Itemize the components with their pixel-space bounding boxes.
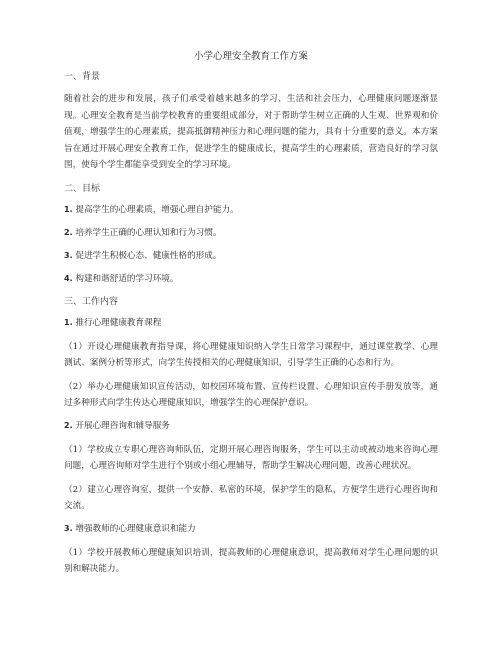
goal-item: 2. 培养学生正确的心理认知和行为习惯。 [64, 227, 222, 238]
goal-item: 1. 提高学生的心理素质，增强心理自护能力。 [64, 204, 239, 215]
document-title: 小学心理安全教育工作方案 [193, 51, 308, 62]
section-heading-work-content: 三、工作内容 [64, 296, 119, 307]
goal-item: 3. 促进学生积极心态、健康性格的形成。 [64, 250, 222, 261]
subsection-paragraph: （2）建立心理咨询室，提供一个安静、私密的环境，保护学生的隐私，方便学生进行心理咨询和交流。 [64, 484, 438, 511]
subsection-title: 1. 推行心理健康教育课程 [64, 317, 162, 328]
section-heading-background: 一、背景 [64, 72, 101, 82]
section-heading-goals: 二、目标 [64, 183, 101, 194]
goal-item: 4. 构建和谐舒适的学习环境。 [64, 273, 179, 284]
subsection-paragraph: （2）举办心理健康知识宣传活动，如校园环境布置、宣传栏设置、心理知识宣传手册发放等，通过多种形式向学生传达心理健康知识，增强学生的心理保护意识。 [64, 381, 438, 408]
subsection-paragraph: （1）开设心理健康教育指导课，将心理健康知识纳入学生日常学习课程中，通过课堂教学、心理测试、案例分析等形式，向学生传授相关的心理健康知识，引导学生正确的心态和行为。 [64, 341, 438, 368]
subsection-paragraph: （1）学校成立专职心理咨询师队伍，定期开展心理咨询服务，学生可以主动或被动地来咨询心理问题，心理咨询师对学生进行个别或小组心理辅导，帮助学生解决心理问题，改善心理状况。 [64, 444, 438, 471]
subsection-paragraph: （1）学校开展教师心理健康知识培训，提高教师的心理健康意识，提高教师对学生心理问题的识别和解决能力。 [64, 547, 438, 574]
subsection-title: 2. 开展心理咨询和辅导服务 [64, 420, 170, 431]
subsection-title: 3. 增强教师的心理健康意识和能力 [64, 523, 196, 534]
background-paragraph: 随着社会的进步和发展，孩子们承受着越来越多的学习、生活和社会压力，心理健康问题逐渐显现。心理安全教育是当前学校教育的重要组成部分，对于帮助学生树立正确的人生观、世界观和价值观，增强学生的心理素质，提高抵御精神压力和心理问题的能力，具有十分重要的意义。本方案旨在通过开展心理安全教育工作，促进学生的健康成长，提高学生的心理素质，营造良好的学习氛围，使每个学生都能享受到安全的学习环境。 [64, 94, 438, 171]
